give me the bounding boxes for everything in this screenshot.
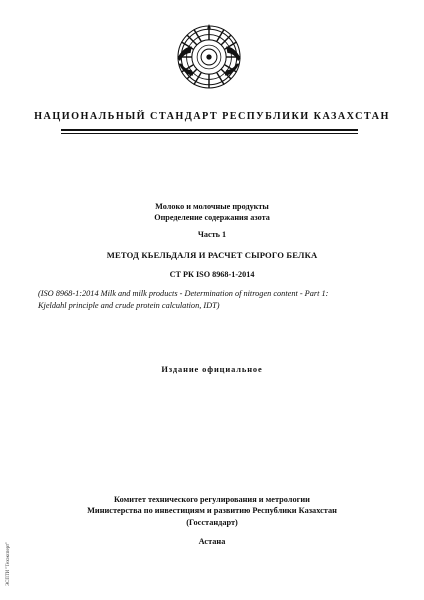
document-title-line-2: Определение содержания азота [154,213,270,222]
standard-number: СТ РК ISO 8968-1-2014 [169,270,255,279]
side-watermark: ЭСПТИ "Техэксперт" [6,541,11,586]
title-rule-thick [61,129,358,131]
publisher-line-3: (Госстандарт) [186,518,238,527]
iso-reference-line-2: Kjeldahl principle and crude protein calculation, IDT) [38,301,220,310]
publisher-line-1: Комитет технического регулирования и метрологии [114,495,310,504]
iso-reference-line-1: (ISO 8968-1:2014 Milk and milk products - Determination of nitrogen content - Part 1: [38,289,329,298]
title-rule-thin [61,133,358,134]
publisher-line-2: Министерства по инвестициям и развитию Республики Казахстан [87,506,337,515]
publication-city: Астана [198,537,226,546]
document-method-title: МЕТОД КЬЕЛЬДАЛЯ И РАСЧЕТ СЫРОГО БЕЛКА [106,250,318,260]
document-title-line-1: Молоко и молочные продукты [155,202,269,211]
edition-label: Издание официальное [161,365,263,374]
document-part: Часть 1 [197,230,227,239]
national-standard-title: НАЦИОНАЛЬНЫЙ СТАНДАРТ РЕСПУБЛИКИ КАЗАХСТАН [34,111,390,122]
iso-reference [38,288,388,312]
kazakhstan-state-emblem-icon [176,24,242,90]
